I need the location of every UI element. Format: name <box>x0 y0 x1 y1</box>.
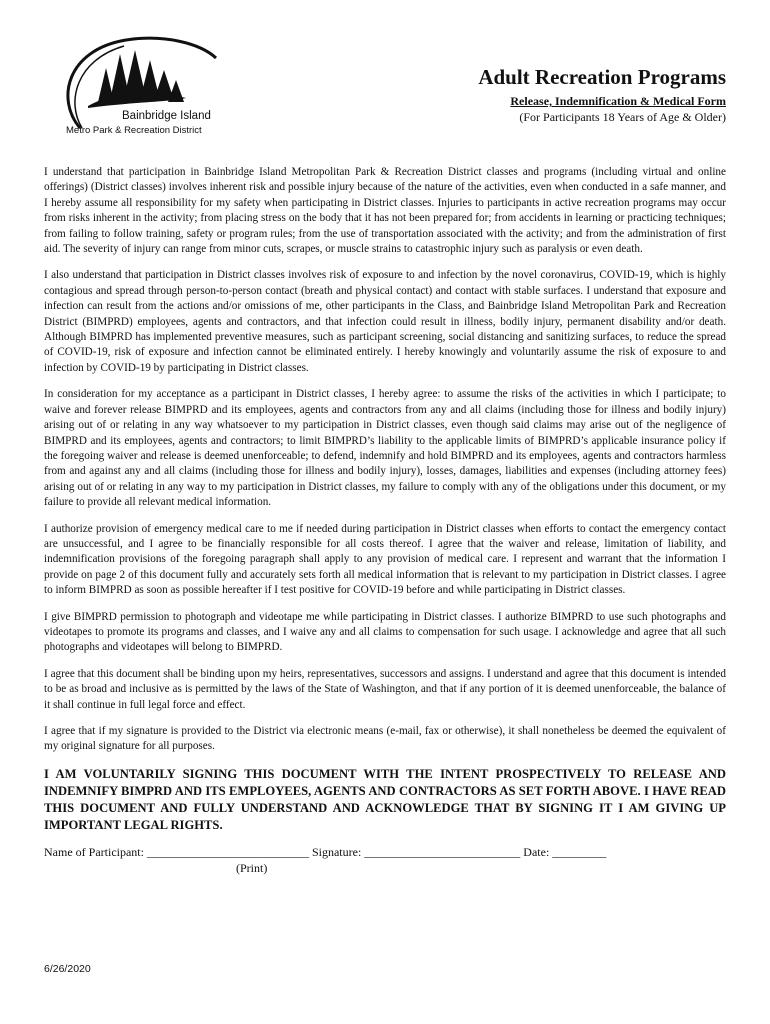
participant-name-field[interactable]: Name of Participant: ___________________________ <box>44 844 309 859</box>
paragraph-binding: I agree that this document shall be binding upon my heirs, representatives, successors and assigns. I understand and agree that this document is intended to be as broad and inclusive as is permitted by the laws of the State of Washington, and that if any portion of it is deemed unenforceable, the balance of it shall continue in full legal force and effect. <box>44 667 726 711</box>
paragraph-electronic-signature: I agree that if my signature is provided to the District via electronic means (e-mail, fax or otherwise), it shall nonetheless be deemed the equivalent of my original signature for all purposes. <box>44 725 726 753</box>
header <box>478 64 726 125</box>
form-subtitle: Release, Indemnification & Medical Form <box>510 94 726 108</box>
paragraph-covid-risk: I also understand that participation in District classes involves risk of exposure to and infection by the novel coronavirus, COVID-19, which is highly contagious and spread through person-to-person contact (breath and physical contact) and contact with stable surfaces. I understand that exposure and infection can result from the actions and/or omissions of me, other participants in the Class, and Bainbridge Island Metropolitan Park and Recreation District (BIMPRD) employees, agents and contractors, and that infection could result in illness, bodily injury, permanent disability and/or death. Although BIMPRD has implemented preventive measures, such as participant screening, social distancing and sanitizing surfaces, to reduce the spread of COVID-19, risk of exposure and infection cannot be eliminated entirely. I hereby knowingly and voluntarily assume the risk of exposure to and infection by COVID-19 by participating in District classes. <box>44 269 726 374</box>
paragraph-waiver-release: In consideration for my acceptance as a participant in District classes, I hereby agree: to assume the risks of the activities in which I participate; to waive and forever release BIMPRD and its employees, agents and contractors from any and all claims (including those for illness and bodily injury) arising out of or relating in any way whatsoever to my participation in District classes, even though said claims may arise out of the negligence of BIMPRD and its employees, agents and contractors; to limit BIMPRD’s liability to the applicable limits of BIMPRD’s applicable insurance policy if the foregoing waiver and release is deemed unenforceable; to defend, indemnify and hold BIMPRD and its employees, agents and contractors harmless from and against any and all claims (including those for illness and bodily injury), losses, damages, liabilities and expenses (including attorney fees) arising out of or relating in any way to my participation in District classes, my failure to comply with any of the obligations under this document, or my failure to provide all relevant medical information. <box>44 388 726 509</box>
signature-field[interactable]: Signature: __________________________ <box>311 844 521 859</box>
form-audience-note: (For Participants 18 Years of Age & Older) <box>519 110 726 124</box>
page-title: Adult Recreation Programs <box>478 65 726 89</box>
logo-name-text: Bainbridge Island <box>122 110 211 122</box>
paragraph-medical-care: I authorize provision of emergency medical care to me if needed during participation in District classes when efforts to contact the emergency contact are unsuccessful, and I agree to be financially responsible for all costs thereof. I agree that the waiver and release, limitation of liability, and indemnification provisions of the foregoing paragraph shall apply to any provision of medical care. I represent and warrant that the information I provide on page 2 of this document fully and accurately sets forth all medical information that is relevant to my participation in District classes. I agree to inform BIMPRD as soon as possible hereafter if I test positive for COVID-19 before and while participating in District classes. <box>44 522 726 597</box>
footer-date: 6/26/2020 <box>44 963 91 975</box>
paragraph-photo-permission: I give BIMPRD permission to photograph and videotape me while participating in District classes. I authorize BIMPRD to use such photographs and videotapes to promote its programs and classes, and I waive any and all claims to compensation for such usage. I acknowledge and agree that all such photographs and videotapes will belong to BIMPRD. <box>44 610 726 654</box>
document-body <box>44 165 726 876</box>
date-field[interactable]: Date: _________ <box>523 844 607 859</box>
acknowledgement-statement: I AM VOLUNTARILY SIGNING THIS DOCUMENT WITH THE INTENT PROSPECTIVELY TO RELEASE AND INDEMNIFY BIMPRD AND ITS EMPLOYEES, AGENTS AND CONTRACTORS AS SET FORTH ABOVE. I HAVE READ THIS DOCUMENT AND FULLY UNDERSTAND AND ACKNOWLEDGE THAT BY SIGNING IT I AM GIVING UP IMPORTANT LEGAL RIGHTS. <box>44 766 726 832</box>
paragraph-inherent-risk: I understand that participation in Bainbridge Island Metropolitan Park & Recreation District classes and programs (including virtual and online offerings) (District classes) involves inherent risk and possible injury because of the nature of the activities, even when conducted in a safe manner, and I hereby assume all responsibility for my safety when participating in District classes. Injuries to participants in active recreation programs may occur from risks inherent in the activity; from placing stress on the body that it has not been prepared for; from accidents in learning or practicing techniques; from failing to follow training, safety or program rules; from the use of transportation associated with the activity; and from the administration of first aid. The severity of injury can range from minor cuts, scrapes, or muscle strains to catastrophic injury such as paralysis or even death. <box>44 166 726 256</box>
signature-line <box>44 844 726 860</box>
print-label: (Print) <box>236 860 268 875</box>
logo-subname-text: Metro Park & Recreation District <box>66 125 202 136</box>
district-logo <box>36 30 236 138</box>
